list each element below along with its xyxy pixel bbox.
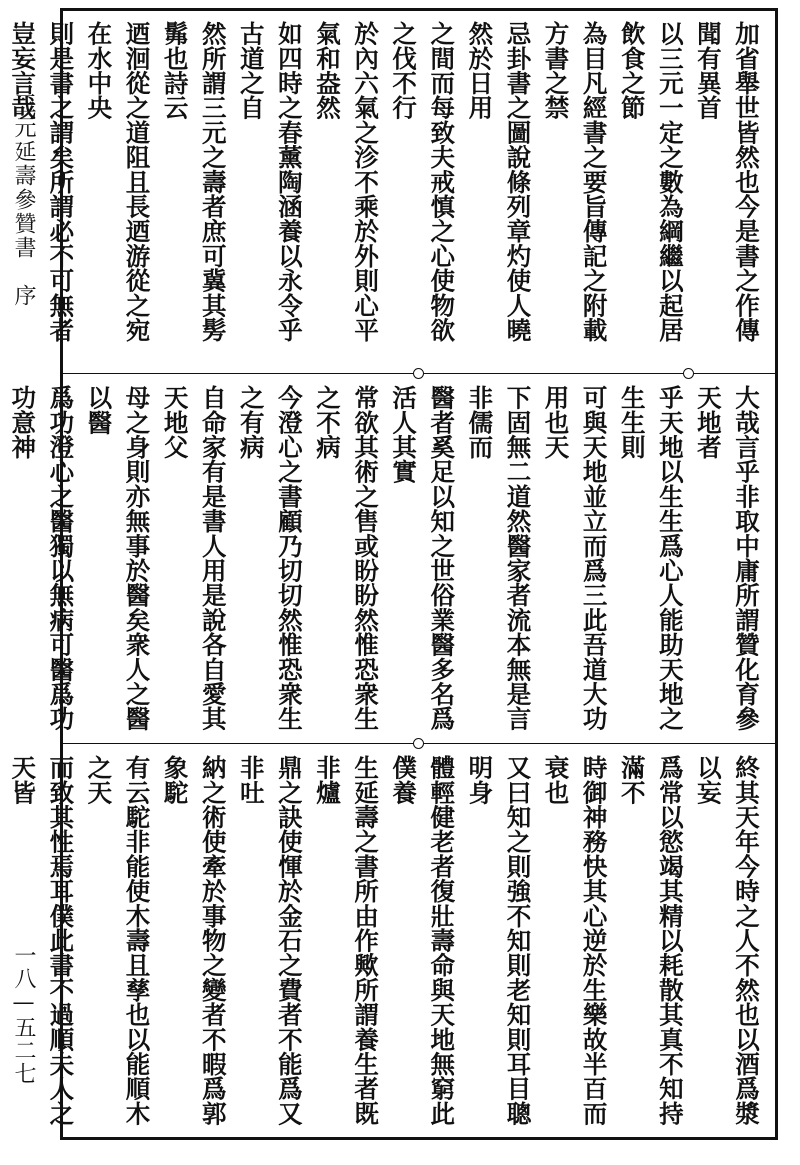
text-column: 如四時之春薰陶涵養以永令乎古道之自 — [236, 21, 304, 343]
text-column: 母之身則亦無事於醫矣衆人之醫以醫 — [84, 385, 152, 731]
text-column: 忌卦書之圖說條列章灼使人曉然於日用 — [465, 21, 533, 343]
text-column: 之間而每致夫戒慎之心使物欲之伐不行 — [389, 21, 457, 343]
text-column — [0, 385, 3, 733]
text-column: 鼎之訣使惲於金石之費者不能爲又非吐 — [236, 755, 304, 1126]
text-column: 納之術使牽於事物之變者不暇爲郭象駝 — [160, 755, 228, 1126]
text-column: 又曰知之則強不知則老知則耳目聰明身 — [465, 755, 533, 1126]
text-column: 下固無二道然醫家者流本無是言非儒而 — [465, 385, 533, 731]
text-column: 乎天地以生生爲心人能助天地之生生則 — [617, 385, 685, 731]
text-column: 可與天地並立而爲三此吾道大功用也天 — [541, 385, 609, 731]
text-column: 然所謂三元之壽者庶可冀其髣髴也詩云 — [160, 21, 228, 343]
text-column: 有云駝非能使木壽且孳也以能順木之天 — [84, 755, 152, 1126]
text-column: 自命家有是書人用是說各自愛其天地父 — [160, 385, 228, 731]
text-column: 加省舉世皆然也今是書之作傳聞有異首 — [693, 21, 761, 343]
text-panel-middle — [8, 375, 775, 743]
text-column: 體輕健老者復壯壽命與天地無窮此僕養 — [389, 755, 457, 1126]
text-column: 為目凡經書之要旨傳記之附載方書之禁 — [541, 21, 609, 343]
text-column: 於內六氣之沴不乘於外則心平氣和盎然 — [312, 21, 381, 343]
text-column: 則是書之謂矣所謂必不可無者豈妄言哉 — [8, 21, 76, 343]
text-column: 而致其性焉耳僕此書不過順夫人之天皆 — [8, 755, 76, 1126]
text-column: 終其天年今時之人不然也以酒爲漿以妄 — [693, 755, 761, 1126]
text-column: 生延壽之書所由作歟所謂養生者既非爐 — [312, 755, 381, 1126]
text-column: 大哉言乎非取中庸所謂贊化育參天地者 — [693, 385, 761, 731]
page-number-margin: 一八—五二七 — [11, 944, 36, 1085]
text-column: 以三元一定之數為綱繼以起居飲食之節 — [617, 21, 685, 343]
text-column: 今澄心之書顧乃切切然惟恐衆生之有病 — [236, 385, 304, 731]
text-column: 爲功澄心之醫獨以無病可醫爲功功意神 — [8, 385, 76, 731]
text-column: 常欲其術之售或盼盼然惟恐衆生之不病 — [312, 385, 381, 731]
book-title-margin: 三元延壽參贊書 序 — [11, 92, 36, 308]
text-column — [0, 21, 3, 363]
text-column: 時御神務快其心逆於生樂故半百而衰也 — [541, 755, 609, 1126]
text-column: 爲常以慾竭其精以耗散其真不知持滿不 — [617, 755, 685, 1126]
text-columns — [8, 385, 765, 733]
text-column: 迺洄從之道阻且長迺游從之宛在水中央 — [84, 21, 152, 343]
text-column — [0, 755, 3, 1127]
text-column: 醫者奚足以知之世俗業醫多名爲活人其實 — [389, 385, 457, 731]
